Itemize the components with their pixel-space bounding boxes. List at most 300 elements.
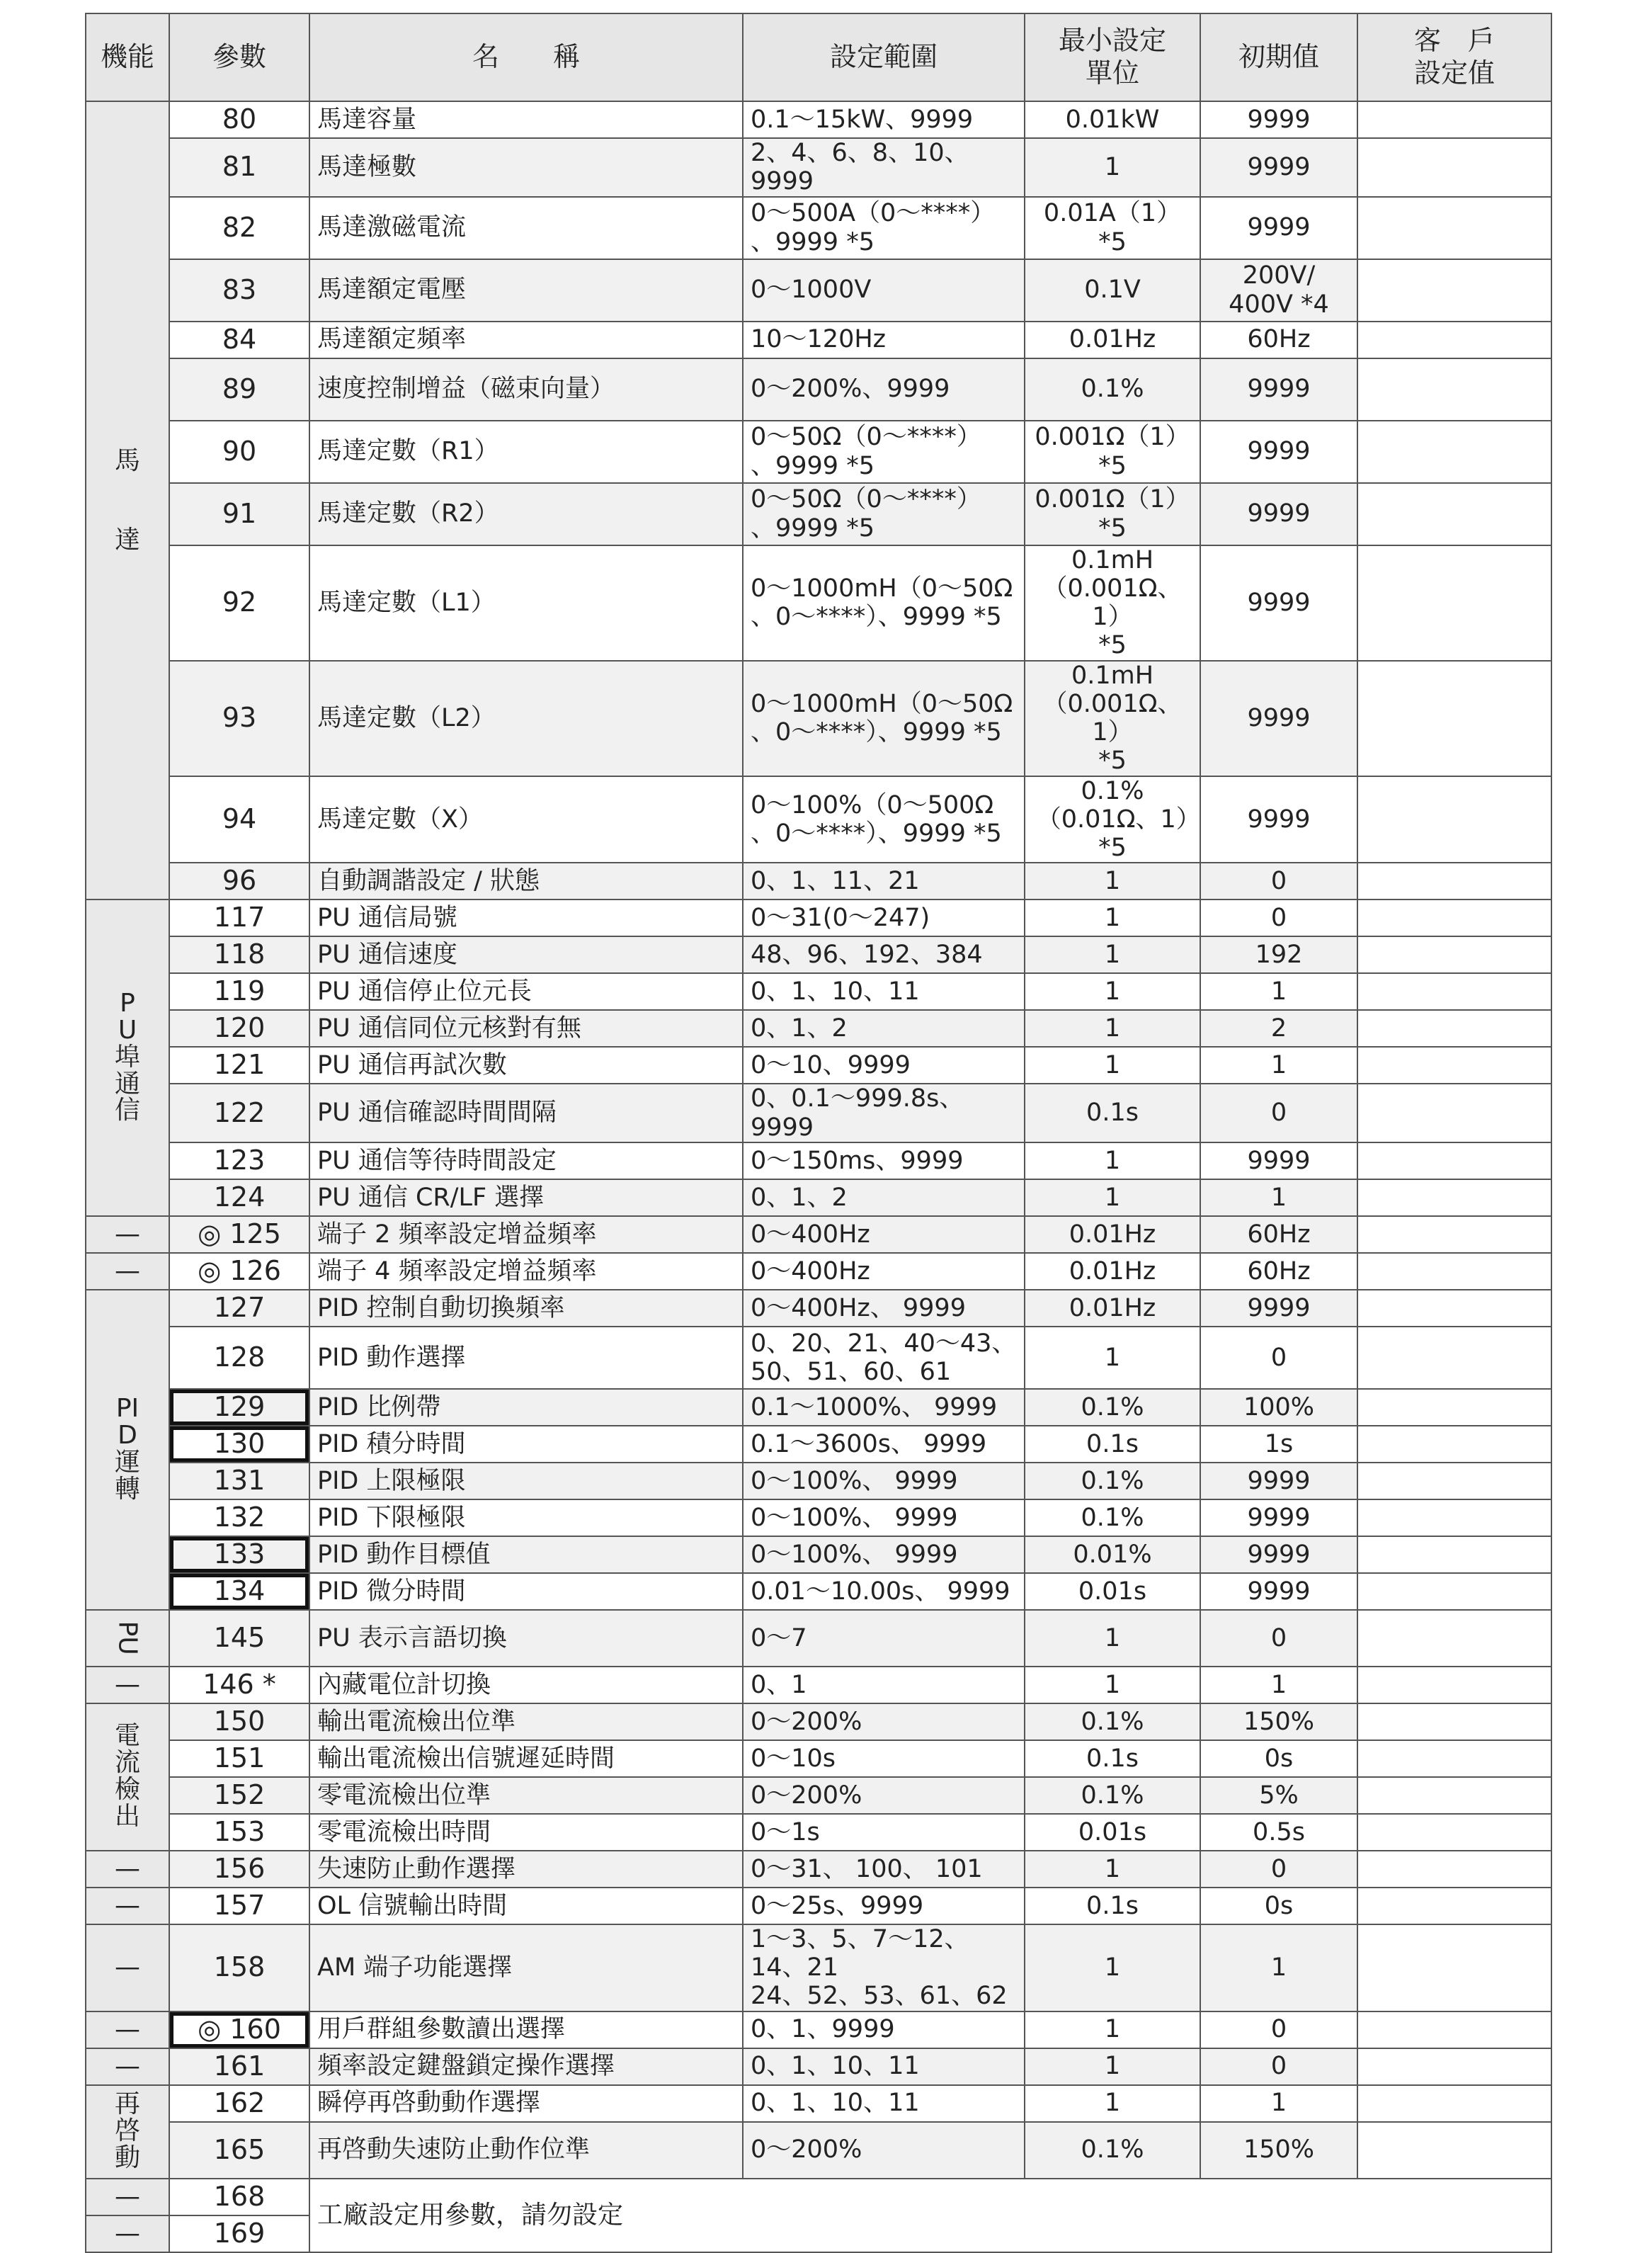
param-name <box>309 1179 743 1216</box>
setting-range-text: 0～31(0～247) <box>751 904 930 933</box>
customer-setting-cell[interactable] <box>1357 197 1551 259</box>
min-unit-text: 1 <box>1104 904 1121 933</box>
setting-range-text: 0～7 <box>751 1623 807 1652</box>
param-number <box>169 1463 309 1499</box>
default-value-text: 0 <box>1270 1343 1287 1372</box>
setting-range <box>743 259 1025 322</box>
min-unit-text: 1 <box>1104 1670 1121 1699</box>
param-name-text: PU 通信同位元核對有無 <box>317 1014 581 1043</box>
customer-setting-cell[interactable] <box>1357 1703 1551 1740</box>
customer-setting-cell[interactable] <box>1357 1888 1551 1924</box>
param-number-text: 129 <box>213 1390 266 1422</box>
setting-range-text: 0～400Hz <box>751 1220 870 1249</box>
default-value-text: 0 <box>1270 904 1287 933</box>
param-name <box>309 1573 743 1610</box>
min-unit-text: 1 <box>1104 2052 1121 2081</box>
customer-setting-cell[interactable] <box>1357 358 1551 421</box>
default-value-text: 5% <box>1259 1781 1299 1810</box>
function-group-label: PU <box>113 1621 142 1655</box>
default-value-text: 1 <box>1270 1953 1287 1982</box>
param-number <box>169 776 309 863</box>
param-name <box>309 197 743 259</box>
table-row <box>86 2122 1551 2179</box>
customer-setting-cell[interactable] <box>1357 863 1551 900</box>
setting-range-text: 0～25s、9999 <box>751 1891 924 1920</box>
param-name-text: PID 動作目標值 <box>317 1540 491 1569</box>
default-value <box>1200 1851 1357 1888</box>
default-value <box>1200 776 1357 863</box>
param-name-text: PU 通信確認時間間隔 <box>317 1099 557 1128</box>
function-group-label: — <box>115 1953 140 1982</box>
param-number <box>169 259 309 322</box>
customer-setting-cell[interactable] <box>1357 138 1551 197</box>
setting-range-text: 0～1000V <box>751 276 872 305</box>
default-value <box>1200 483 1357 545</box>
min-unit <box>1025 1777 1200 1814</box>
customer-setting-cell[interactable] <box>1357 2011 1551 2048</box>
param-number <box>169 973 309 1010</box>
customer-setting-cell[interactable] <box>1357 1327 1551 1389</box>
min-unit <box>1025 1426 1200 1463</box>
default-value-text: 9999 <box>1247 437 1311 466</box>
customer-setting-cell[interactable] <box>1357 1389 1551 1426</box>
default-value-text: 9999 <box>1247 375 1311 404</box>
table-row <box>86 1777 1551 1814</box>
function-group-label: — <box>115 1854 140 1884</box>
param-number-text: 94 <box>222 803 257 835</box>
setting-range-text: 0～200% <box>751 1707 862 1736</box>
function-group-label: 電流檢出 <box>114 1721 140 1831</box>
setting-range-text: 0、1、2 <box>751 1183 848 1212</box>
min-unit <box>1025 1253 1200 1290</box>
default-value <box>1200 2048 1357 2085</box>
setting-range <box>743 1536 1025 1573</box>
setting-range-text: 0～50Ω（0～****） 、9999 *5 <box>751 485 981 543</box>
min-unit <box>1025 1327 1200 1389</box>
param-number-text: ◎ 125 <box>198 1218 281 1249</box>
customer-setting-cell[interactable] <box>1357 1179 1551 1216</box>
function-group-label: — <box>115 2051 140 2081</box>
customer-setting-cell[interactable] <box>1357 900 1551 936</box>
param-name <box>309 545 743 661</box>
param-number <box>169 358 309 421</box>
function-group-dash <box>86 2048 169 2085</box>
param-number <box>169 1740 309 1777</box>
setting-range <box>743 138 1025 197</box>
table-row <box>86 973 1551 1010</box>
param-name <box>309 2122 743 2179</box>
param-name-text: 輸出電流檢出位準 <box>317 1707 516 1736</box>
function-group-label: — <box>115 2218 140 2248</box>
param-number <box>169 1851 309 1888</box>
param-name-text: 零電流檢出時間 <box>317 1817 491 1846</box>
setting-range <box>743 1216 1025 1253</box>
default-value <box>1200 197 1357 259</box>
min-unit-text: 0.1% <box>1081 1392 1144 1421</box>
min-unit-text: 0.01Hz <box>1069 1220 1156 1249</box>
customer-setting-cell[interactable] <box>1357 2085 1551 2122</box>
default-value <box>1200 138 1357 197</box>
function-group-pid <box>86 1290 169 1610</box>
param-name-text: 馬達額定電壓 <box>317 276 467 305</box>
customer-setting-cell[interactable] <box>1357 1814 1551 1851</box>
customer-setting-cell[interactable] <box>1357 483 1551 545</box>
setting-range <box>743 1010 1025 1047</box>
customer-setting-cell[interactable] <box>1357 1610 1551 1667</box>
customer-setting-cell[interactable] <box>1357 661 1551 776</box>
param-name-text: PU 表示言語切換 <box>317 1623 507 1652</box>
function-group-label: — <box>115 1891 140 1921</box>
table-row <box>86 322 1551 358</box>
table-row <box>86 101 1551 138</box>
header-param: 參數 <box>169 13 309 101</box>
default-value-text: 200V/ 400V *4 <box>1229 261 1329 319</box>
setting-range-text: 0.01～10.00s、 9999 <box>751 1577 1010 1606</box>
table-row <box>86 138 1551 197</box>
min-unit <box>1025 863 1200 900</box>
table-row <box>86 1010 1551 1047</box>
default-value <box>1200 973 1357 1010</box>
function-group-label: — <box>115 2014 140 2044</box>
setting-range <box>743 421 1025 483</box>
setting-range <box>743 1499 1025 1536</box>
param-number-text: 168 <box>213 2180 266 2212</box>
function-group-dash <box>86 1216 169 1253</box>
customer-setting-cell[interactable] <box>1357 1084 1551 1142</box>
default-value <box>1200 900 1357 936</box>
param-number-text: 92 <box>222 586 257 618</box>
function-group-label: 再啓動 <box>114 2089 140 2172</box>
function-group-restart <box>86 2085 169 2179</box>
default-value <box>1200 1426 1357 1463</box>
default-value <box>1200 1888 1357 1924</box>
param-name <box>309 661 743 776</box>
customer-setting-cell[interactable] <box>1357 1777 1551 1814</box>
param-name <box>309 1047 743 1084</box>
function-group-dash <box>86 2215 169 2252</box>
min-unit-text: 0.01Hz <box>1069 325 1156 354</box>
param-number <box>169 197 309 259</box>
param-number-text: 119 <box>213 975 266 1007</box>
param-number-text: 152 <box>213 1778 266 1810</box>
customer-setting-cell[interactable] <box>1357 1426 1551 1463</box>
param-number-text: 121 <box>213 1049 266 1081</box>
factory-setting-note: 工廠設定用參數，請勿設定 <box>309 2179 1551 2252</box>
setting-range <box>743 1327 1025 1389</box>
param-name <box>309 138 743 197</box>
setting-range-text: 0.1～3600s、 9999 <box>751 1429 987 1458</box>
table-row <box>86 1740 1551 1777</box>
param-number-text: 162 <box>213 2087 266 2118</box>
param-number-text: 169 <box>213 2217 266 2249</box>
param-number-text: 84 <box>222 323 257 355</box>
min-unit-text: 0.1s <box>1086 1891 1139 1920</box>
param-number <box>169 1426 309 1463</box>
min-unit <box>1025 973 1200 1010</box>
param-number-text: 130 <box>213 1427 266 1459</box>
header-row <box>86 13 1551 101</box>
default-value-text: 9999 <box>1247 1577 1311 1606</box>
setting-range <box>743 1142 1025 1179</box>
setting-range <box>743 322 1025 358</box>
param-number <box>169 1814 309 1851</box>
default-value-text: 9999 <box>1247 703 1311 732</box>
param-name-text: 內藏電位計切換 <box>317 1670 491 1699</box>
min-unit <box>1025 661 1200 776</box>
min-unit-text: 0.1s <box>1086 1099 1139 1128</box>
parameter-table <box>85 13 1552 2253</box>
min-unit <box>1025 322 1200 358</box>
table-row <box>86 1703 1551 1740</box>
min-unit-text: 0.01A（1）*5 <box>1043 199 1182 256</box>
default-value <box>1200 1142 1357 1179</box>
customer-setting-cell[interactable] <box>1357 2122 1551 2179</box>
customer-setting-cell[interactable] <box>1357 1499 1551 1536</box>
table-row <box>86 1536 1551 1573</box>
setting-range-text: 0～50Ω（0～****） 、9999 *5 <box>751 423 981 480</box>
min-unit <box>1025 900 1200 936</box>
min-unit <box>1025 259 1200 322</box>
customer-setting-cell[interactable] <box>1357 1536 1551 1573</box>
min-unit <box>1025 358 1200 421</box>
setting-range-text: 0～1000mH（0～50Ω 、0～****）、9999 *5 <box>751 574 1013 631</box>
min-unit-text: 1 <box>1104 1146 1121 1175</box>
table-row <box>86 1667 1551 1703</box>
param-name-text: 馬達定數（L2） <box>317 703 496 732</box>
function-group-label: — <box>115 2181 140 2211</box>
param-name <box>309 1389 743 1426</box>
default-value <box>1200 1610 1357 1667</box>
setting-range-text: 0、1、9999 <box>751 2015 895 2044</box>
param-number <box>169 936 309 973</box>
param-number <box>169 1573 309 1610</box>
default-value-text: 2 <box>1270 1014 1287 1043</box>
customer-setting-cell[interactable] <box>1357 1667 1551 1703</box>
min-unit-text: 0.1% <box>1081 2135 1144 2164</box>
default-value-text: 9999 <box>1247 1466 1311 1495</box>
param-number-text: 120 <box>213 1012 266 1044</box>
function-group-label: — <box>115 1220 140 1249</box>
param-name <box>309 1327 743 1389</box>
param-number-text: 118 <box>213 938 266 970</box>
table-row <box>86 1290 1551 1327</box>
min-unit <box>1025 1047 1200 1084</box>
table-row <box>86 1327 1551 1389</box>
param-name-text: 用戶群組參數讀出選擇 <box>317 2015 566 2044</box>
min-unit-text: 0.001Ω（1） *5 <box>1035 423 1190 480</box>
default-value-text: 0 <box>1270 2052 1287 2081</box>
customer-setting-cell[interactable] <box>1357 776 1551 863</box>
table-row <box>86 483 1551 545</box>
setting-range-text: 0～31、 100、 101 <box>751 1854 983 1883</box>
min-unit-text: 1 <box>1104 2089 1121 2118</box>
customer-setting-cell[interactable] <box>1357 2048 1551 2085</box>
default-value <box>1200 1389 1357 1426</box>
default-value-text: 100% <box>1243 1392 1315 1421</box>
param-name-text: 自動調諧設定 / 狀態 <box>317 867 540 896</box>
min-unit <box>1025 1290 1200 1327</box>
customer-setting-cell[interactable] <box>1357 936 1551 973</box>
param-number <box>169 2179 309 2215</box>
param-number <box>169 1290 309 1327</box>
min-unit <box>1025 1703 1200 1740</box>
setting-range <box>743 973 1025 1010</box>
min-unit <box>1025 1463 1200 1499</box>
param-number-text: 146 * <box>203 1668 276 1700</box>
default-value <box>1200 661 1357 776</box>
customer-setting-cell[interactable] <box>1357 1216 1551 1253</box>
param-number-text: 165 <box>213 2133 266 2165</box>
customer-setting-cell[interactable] <box>1357 545 1551 661</box>
setting-range <box>743 2048 1025 2085</box>
param-name <box>309 101 743 138</box>
min-unit <box>1025 2048 1200 2085</box>
setting-range-text: 2、4、6、8、10、9999 <box>751 139 969 196</box>
param-name-text: 馬達定數（R2） <box>317 499 499 528</box>
table-row <box>86 1047 1551 1084</box>
customer-setting-cell[interactable] <box>1357 1047 1551 1084</box>
default-value-text: 1s <box>1264 1429 1294 1458</box>
customer-setting-cell[interactable] <box>1357 259 1551 322</box>
param-name <box>309 259 743 322</box>
param-name-text: PU 通信速度 <box>317 941 457 970</box>
setting-range-text: 0～500A（0～****） 、9999 *5 <box>751 199 996 256</box>
min-unit <box>1025 545 1200 661</box>
default-value <box>1200 1047 1357 1084</box>
table-row <box>86 1216 1551 1253</box>
setting-range <box>743 1389 1025 1426</box>
param-number-text: 90 <box>222 435 257 467</box>
setting-range-text: 10～120Hz <box>751 325 887 354</box>
customer-setting-cell[interactable] <box>1357 1573 1551 1610</box>
min-unit-text: 0.01% <box>1073 1540 1152 1569</box>
customer-setting-cell[interactable] <box>1357 1740 1551 1777</box>
setting-range-text: 0.1～1000%、 9999 <box>751 1392 998 1421</box>
setting-range <box>743 1047 1025 1084</box>
param-number-text: 134 <box>213 1574 266 1606</box>
param-number-text: 161 <box>213 2050 266 2082</box>
table-row <box>86 1573 1551 1610</box>
table-row <box>86 421 1551 483</box>
param-number-text: 128 <box>213 1341 266 1373</box>
param-number <box>169 1667 309 1703</box>
param-name <box>309 2048 743 2085</box>
param-number <box>169 1142 309 1179</box>
param-number-text: 131 <box>213 1464 266 1496</box>
default-value-text: 192 <box>1255 941 1303 970</box>
min-unit-text: 0.1mH （0.001Ω、1） *5 <box>1042 545 1183 660</box>
customer-setting-cell[interactable] <box>1357 1253 1551 1290</box>
function-group-dash <box>86 1851 169 1888</box>
table-row <box>86 1888 1551 1924</box>
param-name-text: 馬達容量 <box>317 105 417 134</box>
param-number-text: 123 <box>213 1144 266 1176</box>
param-number-text: 122 <box>213 1096 266 1128</box>
min-unit-text: 0.1% <box>1081 375 1144 404</box>
min-unit <box>1025 1216 1200 1253</box>
customer-setting-cell[interactable] <box>1357 101 1551 138</box>
table-row <box>86 661 1551 776</box>
min-unit <box>1025 1389 1200 1426</box>
param-number <box>169 1499 309 1536</box>
default-value <box>1200 1010 1357 1047</box>
customer-setting-cell[interactable] <box>1357 1010 1551 1047</box>
setting-range-text: 0～1s <box>751 1817 820 1846</box>
param-name-text: 端子 2 頻率設定增益頻率 <box>317 1220 597 1249</box>
table-row <box>86 776 1551 863</box>
param-number <box>169 1924 309 2011</box>
param-number-text: 93 <box>222 702 257 734</box>
default-value <box>1200 1179 1357 1216</box>
min-unit <box>1025 1499 1200 1536</box>
param-name-text: 馬達定數（R1） <box>317 437 499 466</box>
min-unit-text: 0.1% <box>1081 1707 1144 1736</box>
default-value <box>1200 358 1357 421</box>
param-number <box>169 101 309 138</box>
default-value <box>1200 2085 1357 2122</box>
function-group-label: 馬 達 <box>114 446 140 555</box>
setting-range <box>743 545 1025 661</box>
param-number <box>169 1389 309 1426</box>
param-name-text: PID 動作選擇 <box>317 1343 466 1372</box>
default-value-text: 1 <box>1270 1051 1287 1080</box>
setting-range-text: 0、1、10、11 <box>751 977 920 1006</box>
min-unit-text: 0.1V <box>1084 276 1141 305</box>
setting-range <box>743 2085 1025 2122</box>
customer-setting-cell[interactable] <box>1357 1851 1551 1888</box>
min-unit-text: 0.001Ω（1） *5 <box>1035 485 1190 543</box>
table-row <box>86 259 1551 322</box>
function-group-label: — <box>115 1670 140 1700</box>
param-name <box>309 421 743 483</box>
param-number <box>169 2048 309 2085</box>
table-row <box>86 1426 1551 1463</box>
param-number-text: 132 <box>213 1501 266 1533</box>
customer-setting-cell[interactable] <box>1357 1290 1551 1327</box>
default-value-text: 150% <box>1243 1707 1315 1736</box>
param-name-text: 瞬停再啓動動作選擇 <box>317 2089 541 2118</box>
param-number-text: 157 <box>213 1889 266 1921</box>
min-unit-text: 1 <box>1104 1183 1121 1212</box>
header-function: 機能 <box>86 13 169 101</box>
customer-setting-cell[interactable] <box>1357 973 1551 1010</box>
customer-setting-cell[interactable] <box>1357 1142 1551 1179</box>
param-name-text: PU 通信再試次數 <box>317 1051 507 1080</box>
param-number <box>169 1610 309 1667</box>
param-name-text: 馬達定數（L1） <box>317 588 496 617</box>
min-unit-text: 1 <box>1104 1623 1121 1652</box>
customer-setting-cell[interactable] <box>1357 322 1551 358</box>
param-number-text: 151 <box>213 1742 266 1774</box>
default-value-text: 0 <box>1270 867 1287 896</box>
setting-range-text: 0～100%、 9999 <box>751 1540 958 1569</box>
customer-setting-cell[interactable] <box>1357 421 1551 483</box>
table-row <box>86 1179 1551 1216</box>
param-name <box>309 1216 743 1253</box>
setting-range-text: 0、0.1～999.8s、9999 <box>751 1084 964 1142</box>
default-value-text: 9999 <box>1247 1146 1311 1175</box>
param-name <box>309 776 743 863</box>
param-name <box>309 936 743 973</box>
setting-range <box>743 1740 1025 1777</box>
function-group-label: — <box>115 1256 140 1286</box>
min-unit <box>1025 1888 1200 1924</box>
param-number <box>169 545 309 661</box>
customer-setting-cell[interactable] <box>1357 1924 1551 2011</box>
default-value-text: 60Hz <box>1247 325 1311 354</box>
setting-range-text: 0、1、2 <box>751 1014 848 1043</box>
customer-setting-cell[interactable] <box>1357 1463 1551 1499</box>
